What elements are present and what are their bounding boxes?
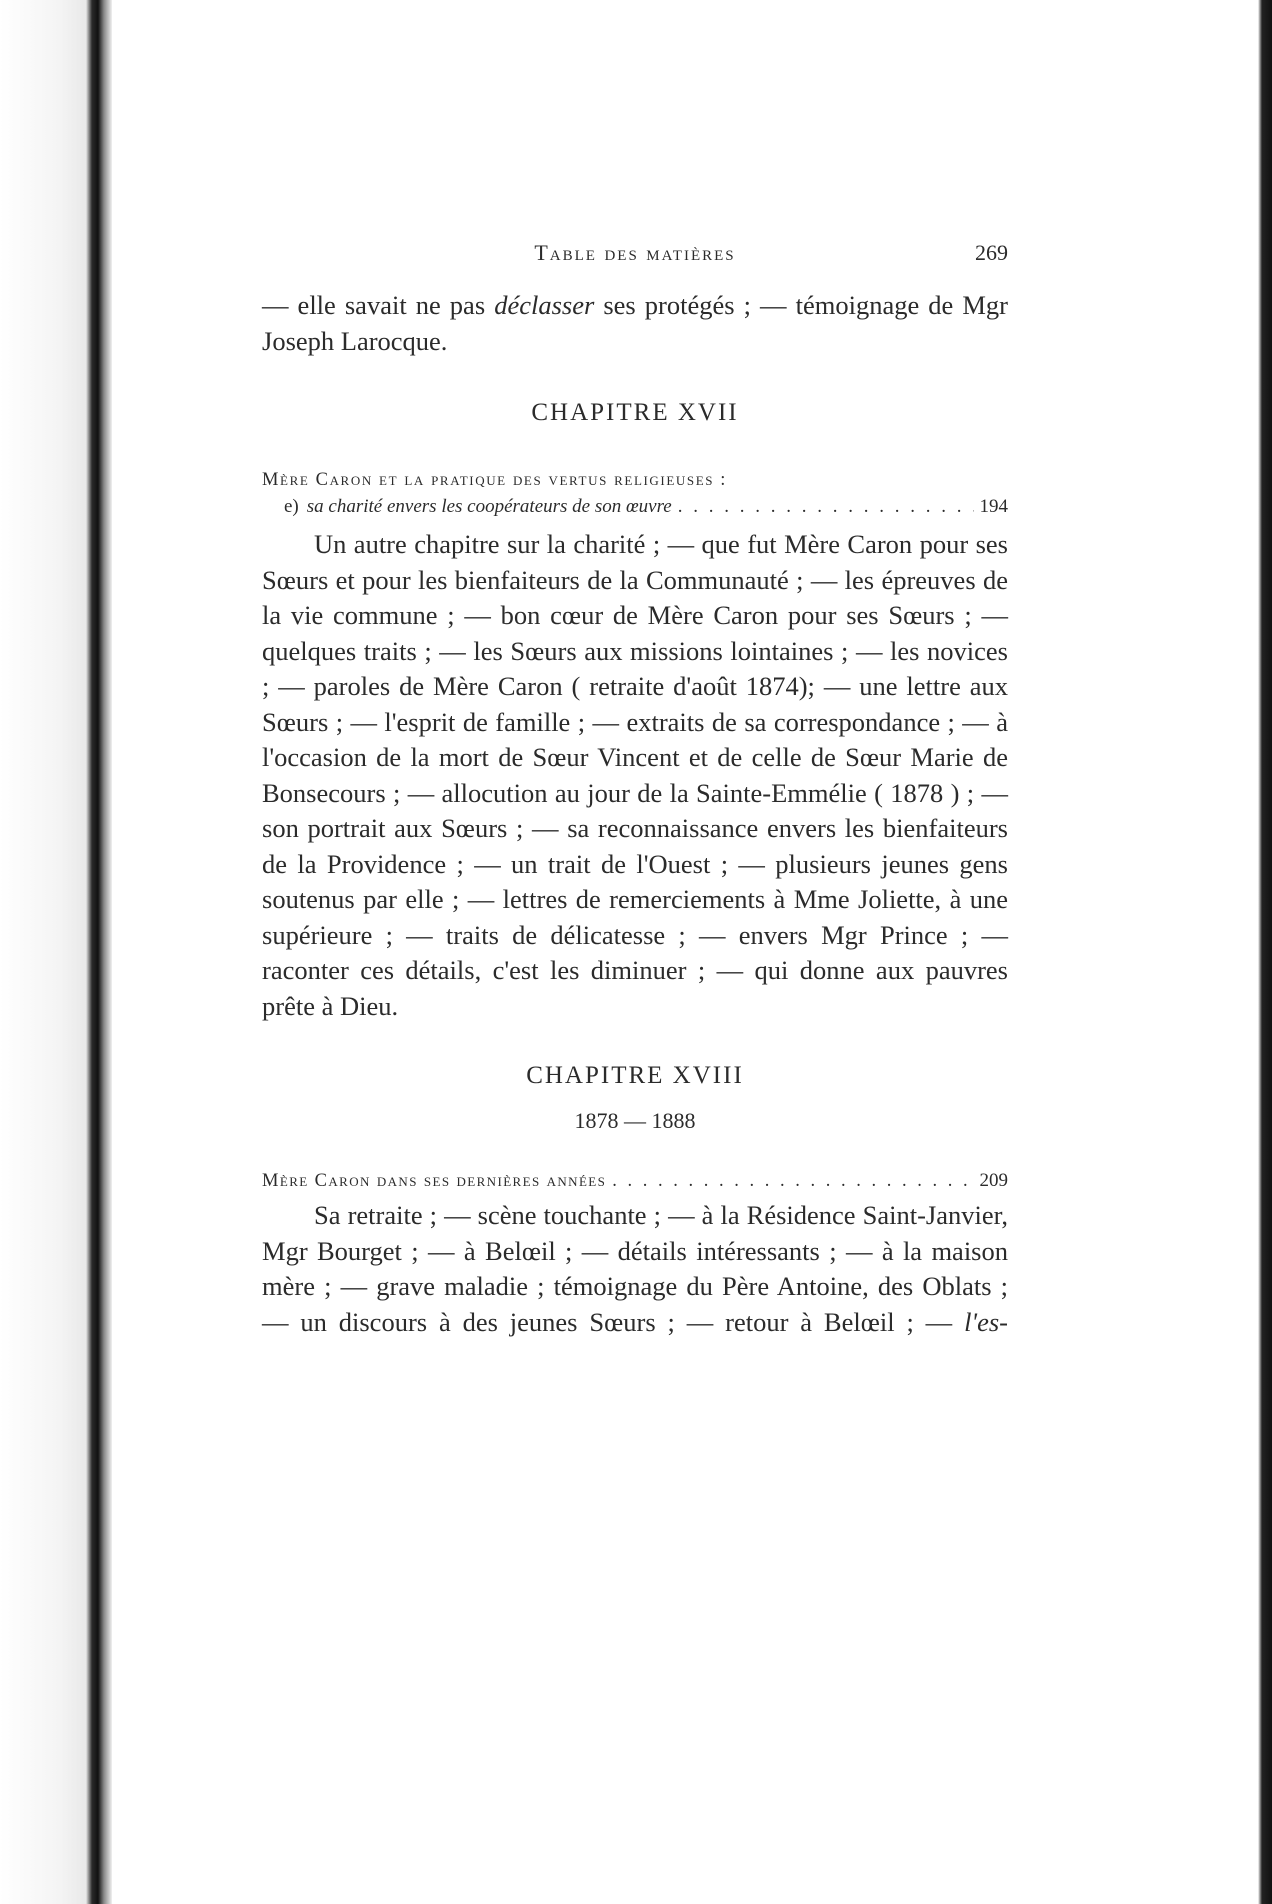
chapter-18-entry bbox=[262, 1170, 1008, 1192]
chapter-18-entry-title: Mère Caron dans ses dernières années bbox=[262, 1171, 607, 1191]
chapter-18-entry-page: 209 bbox=[979, 1170, 1008, 1191]
chapter-18-heading: CHAPITRE XVIII bbox=[526, 1062, 744, 1089]
chapter-18-summary-italic: l'es- bbox=[964, 1306, 1008, 1337]
chapter-17-entry-title: Mère Caron et la pratique des vertus religieuses : bbox=[262, 470, 728, 490]
entry-sub-page: 194 bbox=[979, 496, 1008, 517]
intro-italic: déclasser bbox=[494, 290, 595, 320]
chapter-18-years: 1878 — 1888 bbox=[574, 1108, 696, 1133]
page-edge bbox=[1258, 0, 1272, 1904]
running-head bbox=[262, 240, 1008, 280]
entry-sub-label: e) bbox=[284, 496, 299, 517]
chapter-18-summary bbox=[262, 1198, 1008, 1340]
intro-post: ses protégés ; — témoignage de Mgr Joseph Larocque. bbox=[262, 290, 1009, 356]
continuation-paragraph bbox=[262, 288, 1008, 359]
chapter-17-entry-sub bbox=[262, 493, 1008, 521]
page-number: 269 bbox=[975, 240, 1008, 265]
intro-pre: — elle savait ne pas bbox=[262, 290, 495, 320]
running-title: Table des matières bbox=[534, 240, 736, 265]
chapter-18-summary-text: Sa retraite ; — scène touchante ; — à la Résidence Saint-Janvier, Mgr Bourget ; — à Belœil ; — détails intéressants ; — à la maison mère ; — grave maladie ; témoignage du Père Antoine, des Oblats ; — un discours à des jeunes Sœurs ; — retour à Belœil ; — bbox=[262, 1200, 1008, 1337]
dot-leader bbox=[612, 1171, 973, 1192]
chapter-17-heading: CHAPITRE XVII bbox=[531, 399, 739, 426]
page-text-block bbox=[262, 240, 1008, 1340]
dot-leader bbox=[678, 493, 974, 521]
book-gutter-shadow bbox=[0, 0, 112, 1904]
entry-sub-text: sa charité envers les coopérateurs de son œuvre bbox=[306, 496, 672, 517]
chapter-17-summary: Un autre chapitre sur la charité ; — que fut Mère Caron pour ses Sœurs et pour les bienfaiteurs de la Communauté ; — les épreuves de la vie commune ; — bon cœur de Mère Caron pour ses Sœurs ; — quelques traits ; — les Sœurs aux missions lointaines ; — les novices ; — paroles de Mère Caron ( retraite d'août 1874); — une lettre aux Sœurs ; — l'esprit de famille ; — extraits de sa correspondance ; — à l'occasion de la mort de Sœur Vincent et de celle de Sœur Marie de Bonsecours ; — allocution au jour de la Sainte-Emmélie ( 1878 ) ; — son portrait aux Sœurs ; — sa reconnaissance envers les bienfaiteurs de la Providence ; — un trait de l'Ouest ; — plusieurs jeunes gens soutenus par elle ; — lettres de remerciements à Mme Joliette, à une supérieure ; — traits de délicatesse ; — envers Mgr Prince ; — raconter ces détails, c'est les diminuer ; — qui donne aux pauvres prête à Dieu. bbox=[262, 529, 1008, 1021]
